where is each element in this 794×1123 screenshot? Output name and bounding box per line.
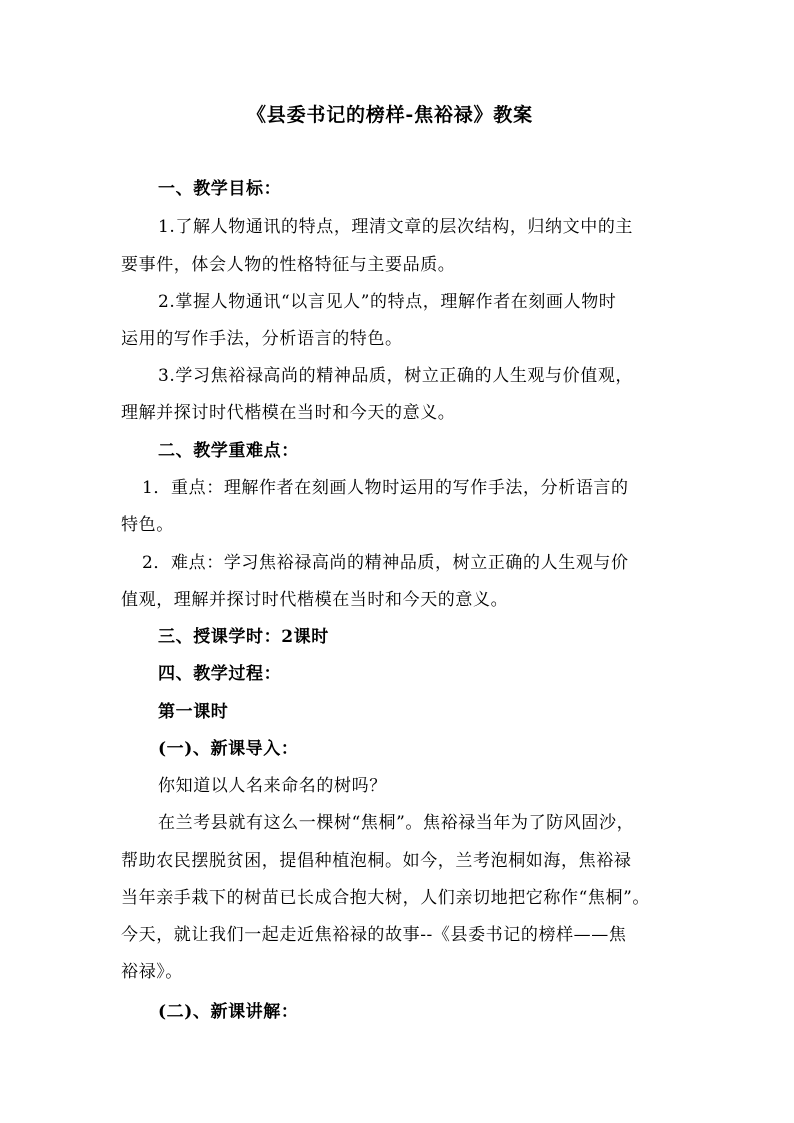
- intro-heading: (一)、新课导入：: [158, 739, 299, 759]
- key-point-1-line-1: 1．重点：理解作者在刻画人物时运用的写作手法，分析语言的: [142, 478, 629, 498]
- intro-paragraph-line-5: 裕禄》。: [121, 962, 183, 982]
- key-point-2-line-1: 2．难点：学习焦裕禄高尚的精神品质，树立正确的人生观与价: [142, 553, 629, 573]
- goal-3-line-1: 3.学习焦裕禄高尚的精神品质，树立正确的人生观与价值观，: [158, 366, 634, 386]
- intro-paragraph-line-2: 帮助农民摆脱贫困，提倡种植泡桐。如今，兰考泡桐如海，焦裕禄: [121, 851, 632, 871]
- section-heading-process: 四、教学过程：: [158, 664, 282, 684]
- goal-2-line-1: 2.掌握人物通讯“以言见人”的特点，理解作者在刻画人物时: [158, 292, 617, 312]
- goal-3-line-2: 理解并探讨时代楷模在当时和今天的意义。: [121, 403, 456, 423]
- document-title: 《县委书记的榜样-焦裕禄》教案: [247, 104, 533, 126]
- goal-1-line-2: 要事件，体会人物的性格特征与主要品质。: [121, 255, 456, 275]
- section-heading-hours: 三、授课学时：2课时: [158, 627, 329, 647]
- key-point-2-line-2: 值观，理解并探讨时代楷模在当时和今天的意义。: [121, 590, 509, 610]
- lesson-1-heading: 第一课时: [158, 702, 229, 722]
- intro-paragraph-line-1: 在兰考县就有这么一棵树“焦桐”。焦裕禄当年为了防风固沙，: [158, 813, 635, 833]
- goal-1-line-1: 1.了解人物通讯的特点，理清文章的层次结构，归纳文中的主: [158, 217, 634, 237]
- intro-question: 你知道以人名来命名的树吗？: [158, 776, 387, 796]
- section-heading-key-points: 二、教学重难点：: [158, 441, 299, 461]
- explain-heading: (二)、新课讲解：: [158, 1002, 299, 1022]
- intro-paragraph-line-4: 今天，就让我们一起走近焦裕禄的故事--《县委书记的榜样——焦: [121, 925, 627, 945]
- key-point-1-line-2: 特色。: [121, 515, 174, 535]
- intro-paragraph-line-3: 当年亲手栽下的树苗已长成合抱大树，人们亲切地把它称作“焦桐”。: [121, 888, 650, 908]
- goal-2-line-2: 运用的写作手法，分析语言的特色。: [121, 329, 403, 349]
- section-heading-goals: 一、教学目标：: [158, 179, 282, 199]
